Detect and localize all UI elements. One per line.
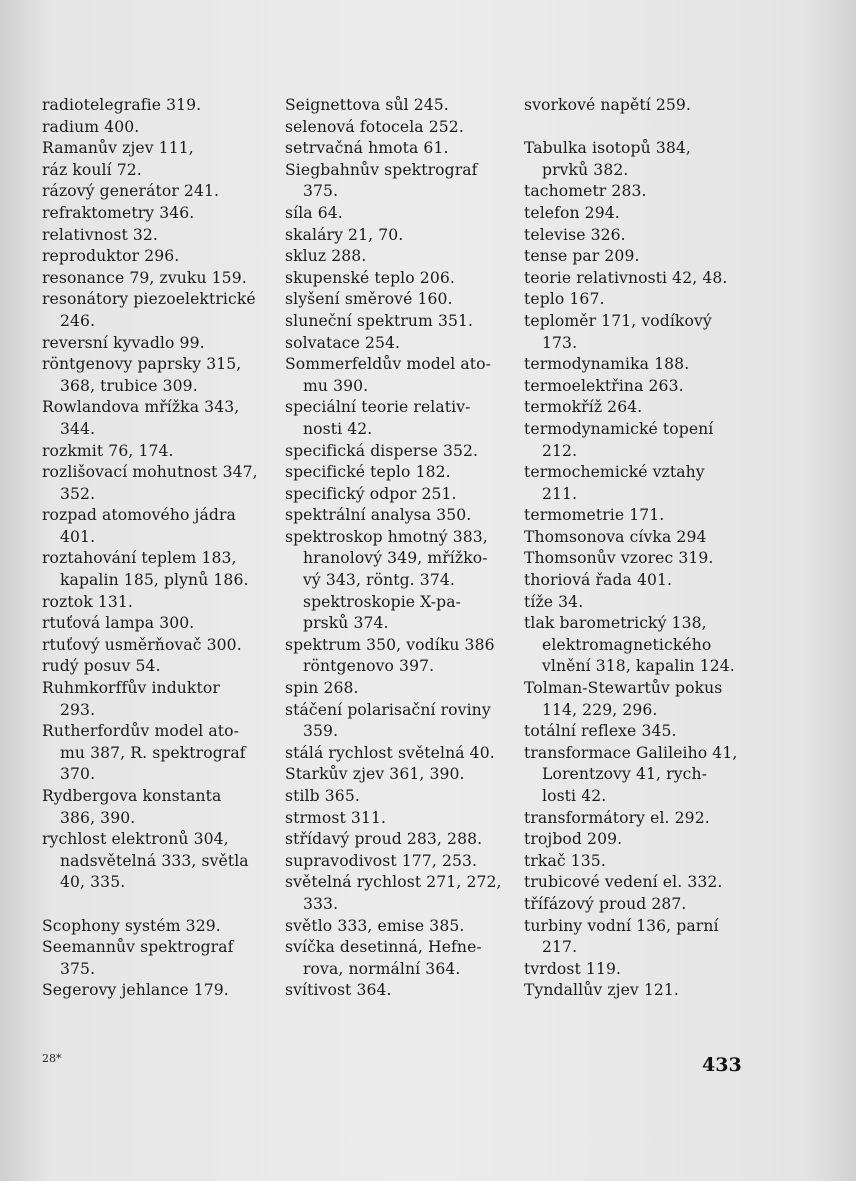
index-entry-continuation: 359. <box>303 722 339 741</box>
index-entry: trkač 135. <box>524 851 606 870</box>
index-entry-continuation: nosti 42. <box>303 419 373 438</box>
index-entry: spektrální analysa 350. <box>285 506 472 525</box>
index-entry: solvatace 254. <box>285 333 401 352</box>
index-entry-continuation: elektromagnetického <box>542 635 712 654</box>
index-entry: světelná rychlost 271, 272, <box>285 873 502 892</box>
index-entry: síla 64. <box>285 203 343 222</box>
index-entry: svorkové napětí 259. <box>524 96 691 114</box>
index-entry: resonátory piezoelektrické <box>42 290 256 309</box>
index-entry: setrvačná hmota 61. <box>285 139 449 158</box>
index-entry: termometrie 171. <box>524 506 665 525</box>
index-entry: střídavý proud 283, 288. <box>285 830 483 849</box>
index-entry: Rydbergova konstanta <box>42 787 222 805</box>
index-entry-continuation: hranolový 349, mřížko- <box>303 549 488 568</box>
index-entry: Tolman-Stewartův pokus <box>524 679 723 698</box>
index-entry: reproduktor 296. <box>42 247 180 266</box>
index-entry: televise 326. <box>524 225 626 244</box>
index-column-3 <box>524 95 749 1002</box>
index-entry: reversní kyvadlo 99. <box>42 333 205 352</box>
index-entry: Tyndallův zjev 121. <box>524 981 679 1000</box>
index-entry: Thomsonův vzorec 319. <box>524 549 714 568</box>
index-entry: rázový generátor 241. <box>42 182 220 201</box>
index-entry: spin 268. <box>285 679 359 698</box>
index-entry-continuation: 173. <box>542 333 578 352</box>
index-entry-continuation: spektroskopie X-pa- <box>303 592 462 611</box>
index-entry: rozlišovací mohutnost 347, <box>42 463 258 482</box>
index-entry: supravodivost 177, 253. <box>285 851 478 870</box>
index-entry: rozpad atomového jádra <box>42 506 236 525</box>
index-entry: Segerovy jehlance 179. <box>42 981 229 1000</box>
index-entry: rudý posuv 54. <box>42 657 161 676</box>
index-entry-continuation: 212. <box>542 441 578 460</box>
index-entry: röntgenovy paprsky 315, <box>42 355 242 374</box>
index-entry: Scophony systém 329. <box>42 916 221 935</box>
index-entry: teploměr 171, vodíkový <box>524 311 712 330</box>
index-entry: svíčka desetinná, Hefne- <box>285 938 482 957</box>
index-entry-continuation: 368, trubice 309. <box>60 376 198 395</box>
index-entry: skaláry 21, 70. <box>285 225 404 244</box>
index-entry-continuation: kapalin 185, plynů 186. <box>60 571 249 590</box>
index-entry-continuation: 333. <box>303 894 339 913</box>
index-entry: radium 400. <box>42 117 140 136</box>
index-entry: termoelektřina 263. <box>524 376 684 395</box>
index-entry-continuation: vý 343, röntg. 374. <box>303 571 455 590</box>
index-entry: specifické teplo 182. <box>285 463 451 482</box>
index-entry: trubicové vedení el. 332. <box>524 873 723 892</box>
index-entry: svítivost 364. <box>285 981 392 1000</box>
index-entry-continuation: 401. <box>60 527 96 546</box>
index-entry: termodynamické topení <box>524 419 714 438</box>
index-entry: tense par 209. <box>524 247 640 266</box>
index-entry-continuation: 344. <box>60 419 96 438</box>
index-entry: specifický odpor 251. <box>285 484 457 503</box>
index-entry-continuation: 293. <box>60 700 96 719</box>
index-entry: skluz 288. <box>285 247 367 266</box>
index-entry-continuation: 386, 390. <box>60 808 136 827</box>
index-entry: Thomsonova cívka 294 <box>524 527 707 546</box>
index-entry-continuation: mu 390. <box>303 376 369 395</box>
index-entry: třífázový proud 287. <box>524 894 687 913</box>
index-entry-continuation: 211. <box>542 484 578 503</box>
index-entry: radiotelegrafie 319. <box>42 96 202 114</box>
index-entry: transformátory el. 292. <box>524 808 710 827</box>
index-entry: tvrdost 119. <box>524 959 622 978</box>
index-entry: Ruhmkorffův induktor <box>42 679 220 698</box>
index-entry: sluneční spektrum 351. <box>285 311 474 330</box>
index-entry: stilb 365. <box>285 787 360 805</box>
index-entry-continuation: prvků 382. <box>542 160 629 179</box>
index-entry: termodynamika 188. <box>524 355 690 374</box>
index-entry-continuation: prsků 374. <box>303 614 389 633</box>
index-entry: Rutherfordův model ato- <box>42 722 240 741</box>
index-entry-continuation: mu 387, R. spektrograf <box>60 743 246 762</box>
index-entry-continuation: röntgenovo 397. <box>303 657 435 676</box>
index-entry-continuation: Lorentzovy 41, rych- <box>542 765 707 784</box>
index-entry-continuation: 375. <box>60 959 96 978</box>
signature-mark: 28* <box>42 1052 62 1065</box>
index-entry: tachometr 283. <box>524 182 647 201</box>
index-entry: skupenské teplo 206. <box>285 268 455 287</box>
index-entry: Starkův zjev 361, 390. <box>285 765 465 784</box>
page-number: 433 <box>702 1054 742 1076</box>
index-entry: roztok 131. <box>42 592 133 611</box>
index-entry: telefon 294. <box>524 203 620 222</box>
index-entry-continuation: 370. <box>60 765 96 784</box>
index-entry-continuation: 114, 229, 296. <box>542 700 658 719</box>
index-entry: slyšení směrové 160. <box>285 290 453 309</box>
index-entry: totální reflexe 345. <box>524 722 677 741</box>
index-entry: Ramanův zjev 111, <box>42 139 194 158</box>
index-entry-continuation: 375. <box>303 182 339 201</box>
index-entry: specifická disperse 352. <box>285 441 479 460</box>
index-entry-continuation: rova, normální 364. <box>303 959 461 978</box>
index-entry: tíže 34. <box>524 592 584 611</box>
index-entry-continuation: 246. <box>60 311 96 330</box>
index-entry-continuation: 40, 335. <box>60 873 126 892</box>
index-entry: resonance 79, zvuku 159. <box>42 268 247 287</box>
index-entry: transformace Galileiho 41, <box>524 743 738 762</box>
index-entry: selenová fotocela 252. <box>285 117 464 136</box>
index-entry: trojbod 209. <box>524 830 623 849</box>
index-entry-continuation: 217. <box>542 938 578 957</box>
index-entry: refraktometry 346. <box>42 203 195 222</box>
index-column-1 <box>42 95 267 1002</box>
index-entry: rychlost elektronů 304, <box>42 830 229 849</box>
index-entry: spektroskop hmotný 383, <box>285 527 488 546</box>
index-column-2 <box>285 95 510 1002</box>
index-entry: stálá rychlost světelná 40. <box>285 743 495 762</box>
index-entry: Seemannův spektrograf <box>42 938 234 957</box>
index-entry: roztahování teplem 183, <box>42 549 237 568</box>
index-entry: strmost 311. <box>285 808 387 827</box>
index-entry: teorie relativnosti 42, 48. <box>524 268 728 287</box>
index-entry-continuation: 352. <box>60 484 96 503</box>
index-entry: světlo 333, emise 385. <box>285 916 465 935</box>
index-entry: ráz koulí 72. <box>42 160 142 179</box>
index-entry: turbiny vodní 136, parní <box>524 916 719 935</box>
index-entry-continuation: losti 42. <box>542 787 607 805</box>
index-entry: rtuťová lampa 300. <box>42 614 195 633</box>
index-entry-continuation: nadsvětelná 333, světla <box>60 851 249 870</box>
index-entry: Sommerfeldův model ato- <box>285 355 491 374</box>
index-entry: Siegbahnův spektrograf <box>285 160 478 179</box>
index-entry: termokříž 264. <box>524 398 643 417</box>
index-entry-continuation: vlnění 318, kapalin 124. <box>542 657 735 676</box>
index-entry: relativnost 32. <box>42 225 158 244</box>
index-entry: Tabulka isotopů 384, <box>524 139 691 158</box>
index-entry: tlak barometrický 138, <box>524 614 707 633</box>
index-entry: rozkmit 76, 174. <box>42 441 174 460</box>
index-entry: spektrum 350, vodíku 386 <box>285 635 495 654</box>
index-entry: Seignettova sůl 245. <box>285 96 449 114</box>
index-entry: Rowlandova mřížka 343, <box>42 398 240 417</box>
index-entry: stáčení polarisační roviny <box>285 700 491 719</box>
index-entry: teplo 167. <box>524 290 605 309</box>
index-entry: speciální teorie relativ- <box>285 398 471 417</box>
index-entry: rtuťový usměrňovač 300. <box>42 635 242 654</box>
index-entry: termochemické vztahy <box>524 463 705 482</box>
index-entry: thoriová řada 401. <box>524 571 673 590</box>
